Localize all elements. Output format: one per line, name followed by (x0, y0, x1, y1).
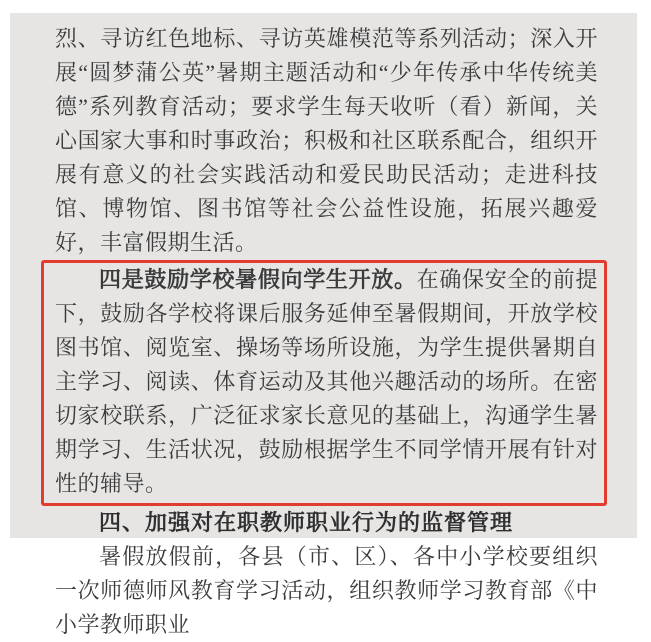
highlighted-body-text: 在确保安全的前提下，鼓励各学校将课后服务延伸至暑假期间，开放学校图书馆、阅览室、操场等场所设施，为学生提供暑期自主学习、阅读、体育运动及其他兴趣活动的场所。在密切家校联系，广泛征求家长意见的基础上，沟通学生暑期学习、生活状况，鼓励根据学生不同学情开展有针对性的辅导。 (55, 267, 598, 496)
highlighted-paragraph (55, 263, 598, 501)
highlighted-lead-text: 四是鼓励学校暑假向学生开放。 (99, 267, 417, 292)
paragraph-teacher-ethics: 暑假放假前，各县（市、区）、各中小学校要组织一次师德师风教育学习活动，组织教师学习教育部《中小学教师职业 (55, 544, 598, 637)
document-page (10, 13, 637, 637)
section-heading: 四、加强对在职教师职业行为的监督管理 (99, 510, 514, 535)
document-content (10, 13, 637, 642)
paragraph-summer-activities: 烈、寻访红色地标、寻访英雄模范等系列活动；深入开展“圆梦蒲公英”暑期主题活动和“少年传承中华传统美德”系列教育活动；要求学生每天收听（看）新闻，关心国家大事和时事政治；积极和社区联系配合，组织开展有意义的社会实践活动和爱民助民活动；走进科技馆、博物馆、图书馆等社会公益性设施，拓展兴趣爱好，丰富假期生活。 (55, 26, 598, 255)
highlight-box (41, 260, 607, 506)
